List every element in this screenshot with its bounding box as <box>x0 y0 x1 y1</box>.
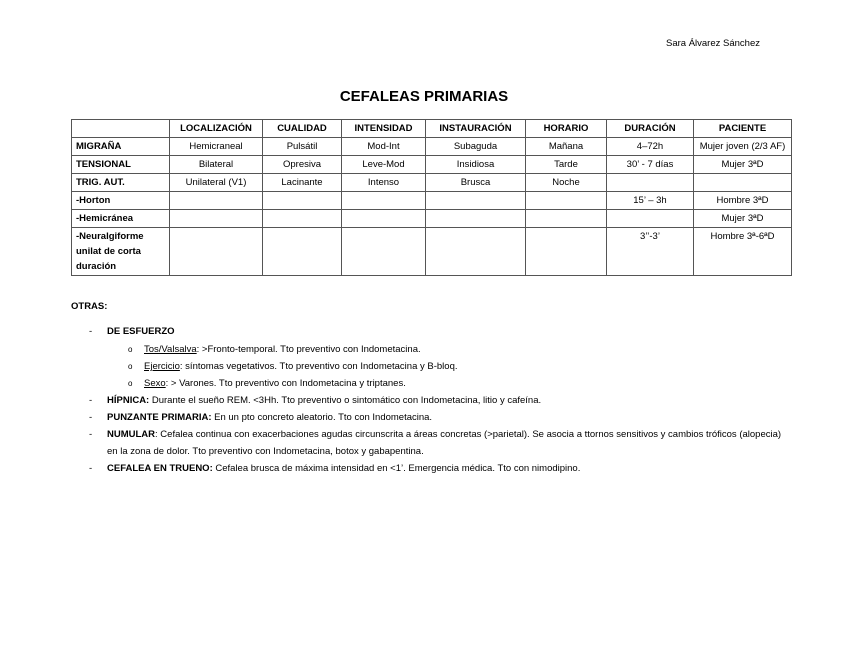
sub-item-desc: : síntomas vegetativos. Tto preventivo con Indometacina y B-bloq. <box>179 361 458 372</box>
table-cell: Mañana <box>526 138 607 156</box>
table-cell: Opresiva <box>263 156 342 174</box>
sub-item-text <box>144 341 784 358</box>
table-cell: Subaguda <box>426 138 526 156</box>
table-row-head: TRIG. AUT. <box>72 174 170 192</box>
table-row-head: TENSIONAL <box>72 156 170 174</box>
table-cell: Leve-Mod <box>342 156 426 174</box>
table-cell: Mod-Int <box>342 138 426 156</box>
table-cell <box>694 174 792 192</box>
sub-item-label: Ejercicio <box>144 361 180 372</box>
list-item-label: NUMULAR <box>107 429 156 440</box>
list-item-text <box>107 409 791 426</box>
table-row <box>72 138 792 156</box>
circle-bullet-icon: o <box>128 362 133 371</box>
table-cell <box>607 210 694 228</box>
table-cell <box>342 192 426 210</box>
table-cell: Hombre 3ª-6ªD <box>694 228 792 276</box>
table-cell: Tarde <box>526 156 607 174</box>
list-item-label: HÍPNICA: <box>107 395 150 406</box>
table-cell <box>170 210 263 228</box>
table-header-cell <box>72 120 170 138</box>
table-row <box>72 210 792 228</box>
table-cell: 3’’-3’ <box>607 228 694 276</box>
dash-marker: - <box>89 395 93 406</box>
table-header-cell: DURACIÓN <box>607 120 694 138</box>
list-item-desc: En un pto concreto aleatorio. Tto con Indometacina. <box>211 412 433 423</box>
table-cell: Hombre 3ªD <box>694 192 792 210</box>
dash-marker: - <box>89 429 93 440</box>
sub-item-label: Tos/Valsalva <box>144 344 197 355</box>
list-item-text <box>107 426 791 460</box>
table-cell <box>426 228 526 276</box>
table-cell: Lacinante <box>263 174 342 192</box>
table-cell <box>526 210 607 228</box>
table-cell <box>426 210 526 228</box>
table-cell: Insidiosa <box>426 156 526 174</box>
list-item-desc: Durante el sueño REM. <3Hh. Tto preventivo o sintomático con Indometacina, litio y cafeína. <box>149 395 542 406</box>
table-cell <box>263 210 342 228</box>
table-cell <box>263 192 342 210</box>
table-row <box>72 156 792 174</box>
table-cell: 4–72h <box>607 138 694 156</box>
table-cell <box>607 174 694 192</box>
table-cell <box>170 192 263 210</box>
table-row-head: -Hemicránea <box>72 210 170 228</box>
list-item-text <box>107 460 791 477</box>
table-cell: Mujer 3ªD <box>694 156 792 174</box>
table-cell <box>526 192 607 210</box>
table-row <box>72 174 792 192</box>
dash-marker: - <box>89 463 93 474</box>
page-title: CEFALEAS PRIMARIAS <box>339 88 509 105</box>
dash-marker: - <box>89 412 93 423</box>
sub-item-text <box>144 358 784 375</box>
table-header-cell: HORARIO <box>526 120 607 138</box>
table-cell: Hemicraneal <box>170 138 263 156</box>
table-cell <box>342 210 426 228</box>
table-row-head: MIGRAÑA <box>72 138 170 156</box>
circle-bullet-icon: o <box>128 345 133 354</box>
table-header-row <box>72 120 792 138</box>
table-row <box>72 228 792 276</box>
table-cell: 30’ - 7 días <box>607 156 694 174</box>
sub-item-label: Sexo <box>144 378 166 389</box>
sub-item-desc: : >Fronto-temporal. Tto preventivo con Indometacina. <box>196 344 421 355</box>
list-item-desc: Cefalea brusca de máxima intensidad en <1’. Emergencia médica. Tto con nimodipino. <box>212 463 581 474</box>
table-header-cell: PACIENTE <box>694 120 792 138</box>
author-name: Sara Álvarez Sánchez <box>666 38 760 49</box>
table-header-cell: LOCALIZACIÓN <box>170 120 263 138</box>
sub-item-text <box>144 375 784 392</box>
table-cell <box>342 228 426 276</box>
table-header-cell: INSTAURACIÓN <box>426 120 526 138</box>
list-item-label: CEFALEA EN TRUENO: <box>107 463 213 474</box>
list-item-label: DE ESFUERZO <box>107 326 175 337</box>
table-row-head: -Neuralgiforme unilat de corta duración <box>72 228 170 276</box>
table-cell: Pulsátil <box>263 138 342 156</box>
table-row-head: -Horton <box>72 192 170 210</box>
table-cell <box>263 228 342 276</box>
dash-marker: - <box>89 326 93 337</box>
table-cell: Bilateral <box>170 156 263 174</box>
list-item-label: PUNZANTE PRIMARIA: <box>107 412 212 423</box>
list-item-text <box>107 392 791 409</box>
table-cell: Noche <box>526 174 607 192</box>
sub-item-desc: : > Varones. Tto preventivo con Indometacina y triptanes. <box>165 378 406 389</box>
cefaleas-table <box>71 119 792 276</box>
table-cell <box>526 228 607 276</box>
table-cell: Mujer 3ªD <box>694 210 792 228</box>
table-cell: Unilateral (V1) <box>170 174 263 192</box>
table-cell: 15’ – 3h <box>607 192 694 210</box>
table-cell: Intenso <box>342 174 426 192</box>
table-cell <box>170 228 263 276</box>
table-cell <box>426 192 526 210</box>
table-cell: Mujer joven (2/3 AF) <box>694 138 792 156</box>
otras-heading: OTRAS: <box>71 301 108 312</box>
table-cell: Brusca <box>426 174 526 192</box>
circle-bullet-icon: o <box>128 379 133 388</box>
table-header-cell: INTENSIDAD <box>342 120 426 138</box>
table-row <box>72 192 792 210</box>
list-item-desc: : Cefalea continua con exacerbaciones agudas circunscrita a áreas concretas (>parietal). Se asocia a ttornos sensitivos y cambios tróficos (alopecia) en la zona de dolor. Tto preventivo con Indometacina, botox y gabapentina. <box>107 429 782 457</box>
table-header-cell: CUALIDAD <box>263 120 342 138</box>
